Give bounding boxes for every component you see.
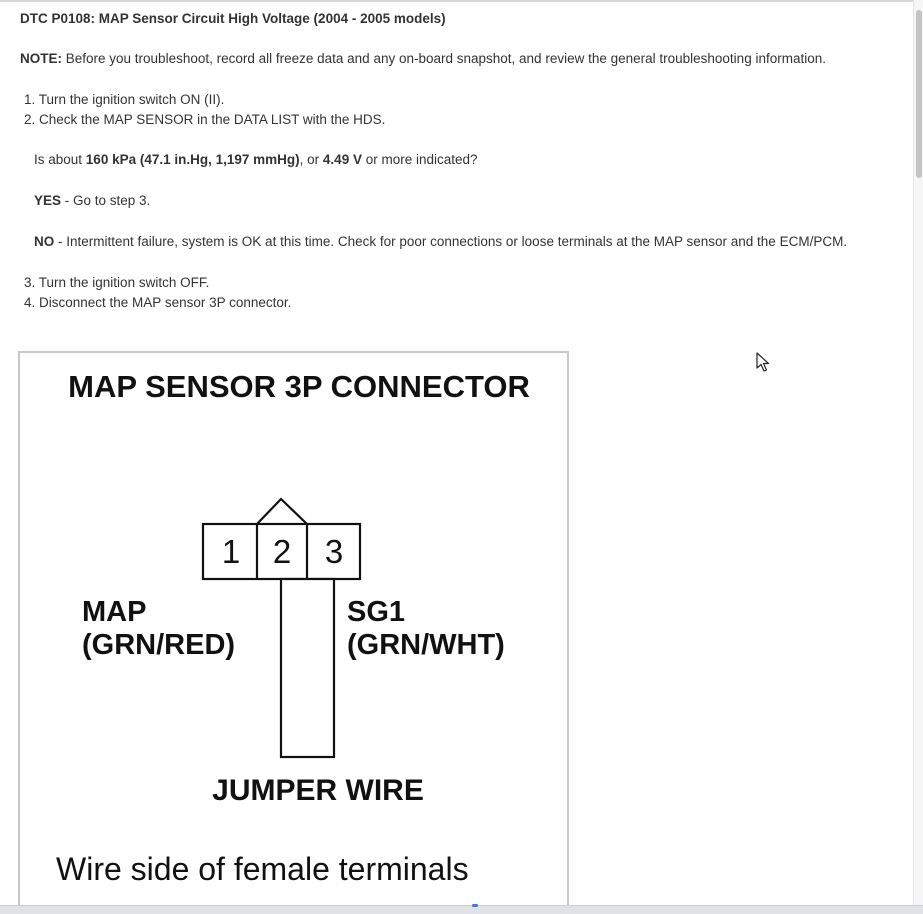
step-3: 3. Turn the ignition switch OFF. [24, 275, 210, 290]
step-1: 1. Turn the ignition switch ON (II). [24, 92, 225, 107]
pin-2-label: 2 [272, 533, 292, 570]
connector-diagram [18, 351, 569, 913]
connector-diagram-svg [20, 353, 567, 913]
pin-1-label: 1 [221, 533, 241, 570]
yes-label: YES [34, 193, 62, 208]
vertical-scrollbar[interactable] [913, 0, 923, 905]
page-title: DTC P0108: MAP Sensor Circuit High Voltage (2004 - 2005 models) [20, 11, 446, 26]
note-label: NOTE: [20, 51, 62, 66]
step-4: 4. Disconnect the MAP sensor 3P connector. [24, 295, 292, 310]
map-label: MAP [82, 596, 147, 628]
pin-3-label: 3 [324, 533, 344, 570]
bottom-indicator [472, 904, 478, 907]
voltage-value: 4.49 V [322, 152, 362, 167]
note-paragraph [20, 51, 826, 66]
connector-key [257, 499, 307, 524]
no-label: NO [34, 234, 55, 249]
sg1-wire-color: (GRN/WHT) [347, 629, 505, 661]
pressure-value: 160 kPa (47.1 in.Hg, 1,197 mmHg) [85, 152, 300, 167]
map-wire-color: (GRN/RED) [82, 629, 236, 661]
note-text: Before you troubleshoot, record all freeze data and any on-board snapshot, and review the general troubleshooting information. [62, 51, 826, 66]
question-line: Is about 160 kPa (47.1 in.Hg, 1,197 mmHg), or 4.49 V or more indicated? [34, 152, 478, 167]
top-border [0, 0, 923, 2]
diagram-caption: Wire side of female terminals [56, 851, 469, 887]
scrollbar-thumb[interactable] [916, 10, 922, 178]
mouse-cursor-icon [756, 352, 770, 374]
diagram-heading: MAP SENSOR 3P CONNECTOR [68, 369, 530, 404]
yes-line: YES - Go to step 3. [34, 193, 151, 208]
no-line: NO - Intermittent failure, system is OK at this time. Check for poor connections or loose terminals at the MAP sensor and the ECM/PCM. [34, 234, 848, 249]
jumper-wire-shape [281, 579, 334, 757]
step-2: 2. Check the MAP SENSOR in the DATA LIST with the HDS. [24, 112, 386, 127]
sg1-label: SG1 [347, 596, 406, 628]
jumper-wire-label: JUMPER WIRE [212, 774, 424, 807]
